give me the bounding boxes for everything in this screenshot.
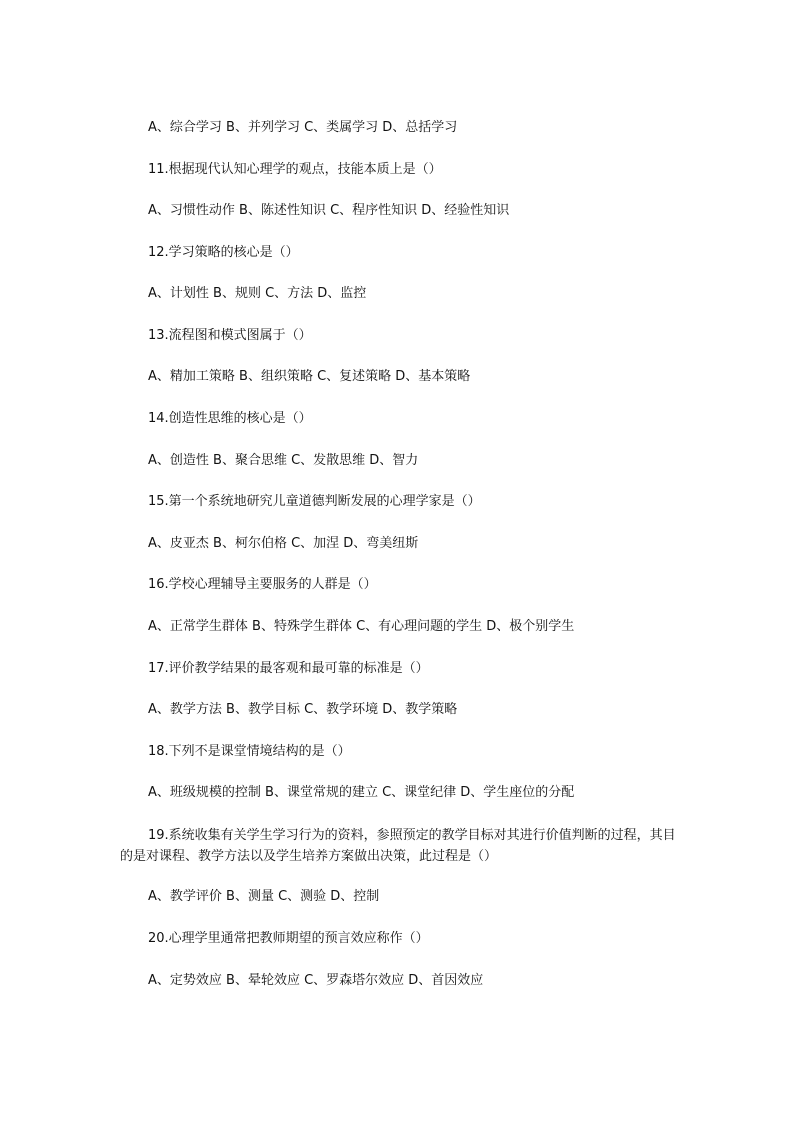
question-17: 17.评价教学结果的最客观和最可靠的标准是（） <box>148 661 429 676</box>
options-line-10: A、综合学习 B、并列学习 C、类属学习 D、总括学习 <box>148 120 458 135</box>
question-12: 12.学习策略的核心是（） <box>148 245 299 260</box>
options-line-11: A、习惯性动作 B、陈述性知识 C、程序性知识 D、经验性知识 <box>148 203 510 218</box>
options-line-18: A、班级规模的控制 B、课堂常规的建立 C、课堂纪律 D、学生座位的分配 <box>148 785 575 800</box>
question-13: 13.流程图和模式图属于（） <box>148 328 312 343</box>
options-line-13: A、精加工策略 B、组织策略 C、复述策略 D、基本策略 <box>148 369 471 384</box>
question-16: 16.学校心理辅导主要服务的人群是（） <box>148 577 377 592</box>
options-line-14: A、创造性 B、聚合思维 C、发散思维 D、智力 <box>148 453 419 468</box>
question-11: 11.根据现代认知心理学的观点，技能本质上是（） <box>148 162 442 177</box>
options-line-16: A、正常学生群体 B、特殊学生群体 C、有心理问题的学生 D、极个别学生 <box>148 619 575 634</box>
options-line-15: A、皮亚杰 B、柯尔伯格 C、加涅 D、弯美纽斯 <box>148 536 419 551</box>
options-line-17: A、教学方法 B、教学目标 C、教学环境 D、教学策略 <box>148 702 458 717</box>
question-19: 19.系统收集有关学生学习行为的资料，参照预定的教学目标对其进行价值判断的过程，其目的是对课程、教学方法以及学生培养方案做出决策，此过程是（） <box>120 828 676 864</box>
question-20: 20.心理学里通常把教师期望的预言效应称作（） <box>148 931 429 946</box>
question-14: 14.创造性思维的核心是（） <box>148 411 312 426</box>
options-line-20: A、定势效应 B、晕轮效应 C、罗森塔尔效应 D、首因效应 <box>148 973 484 988</box>
question-15: 15.第一个系统地研究儿童道德判断发展的心理学家是（） <box>148 494 481 509</box>
question-18: 18.下列不是课堂情境结构的是（） <box>148 744 351 759</box>
options-line-19: A、教学评价 B、测量 C、测验 D、控制 <box>148 889 380 904</box>
options-line-12: A、计划性 B、规则 C、方法 D、监控 <box>148 286 367 301</box>
